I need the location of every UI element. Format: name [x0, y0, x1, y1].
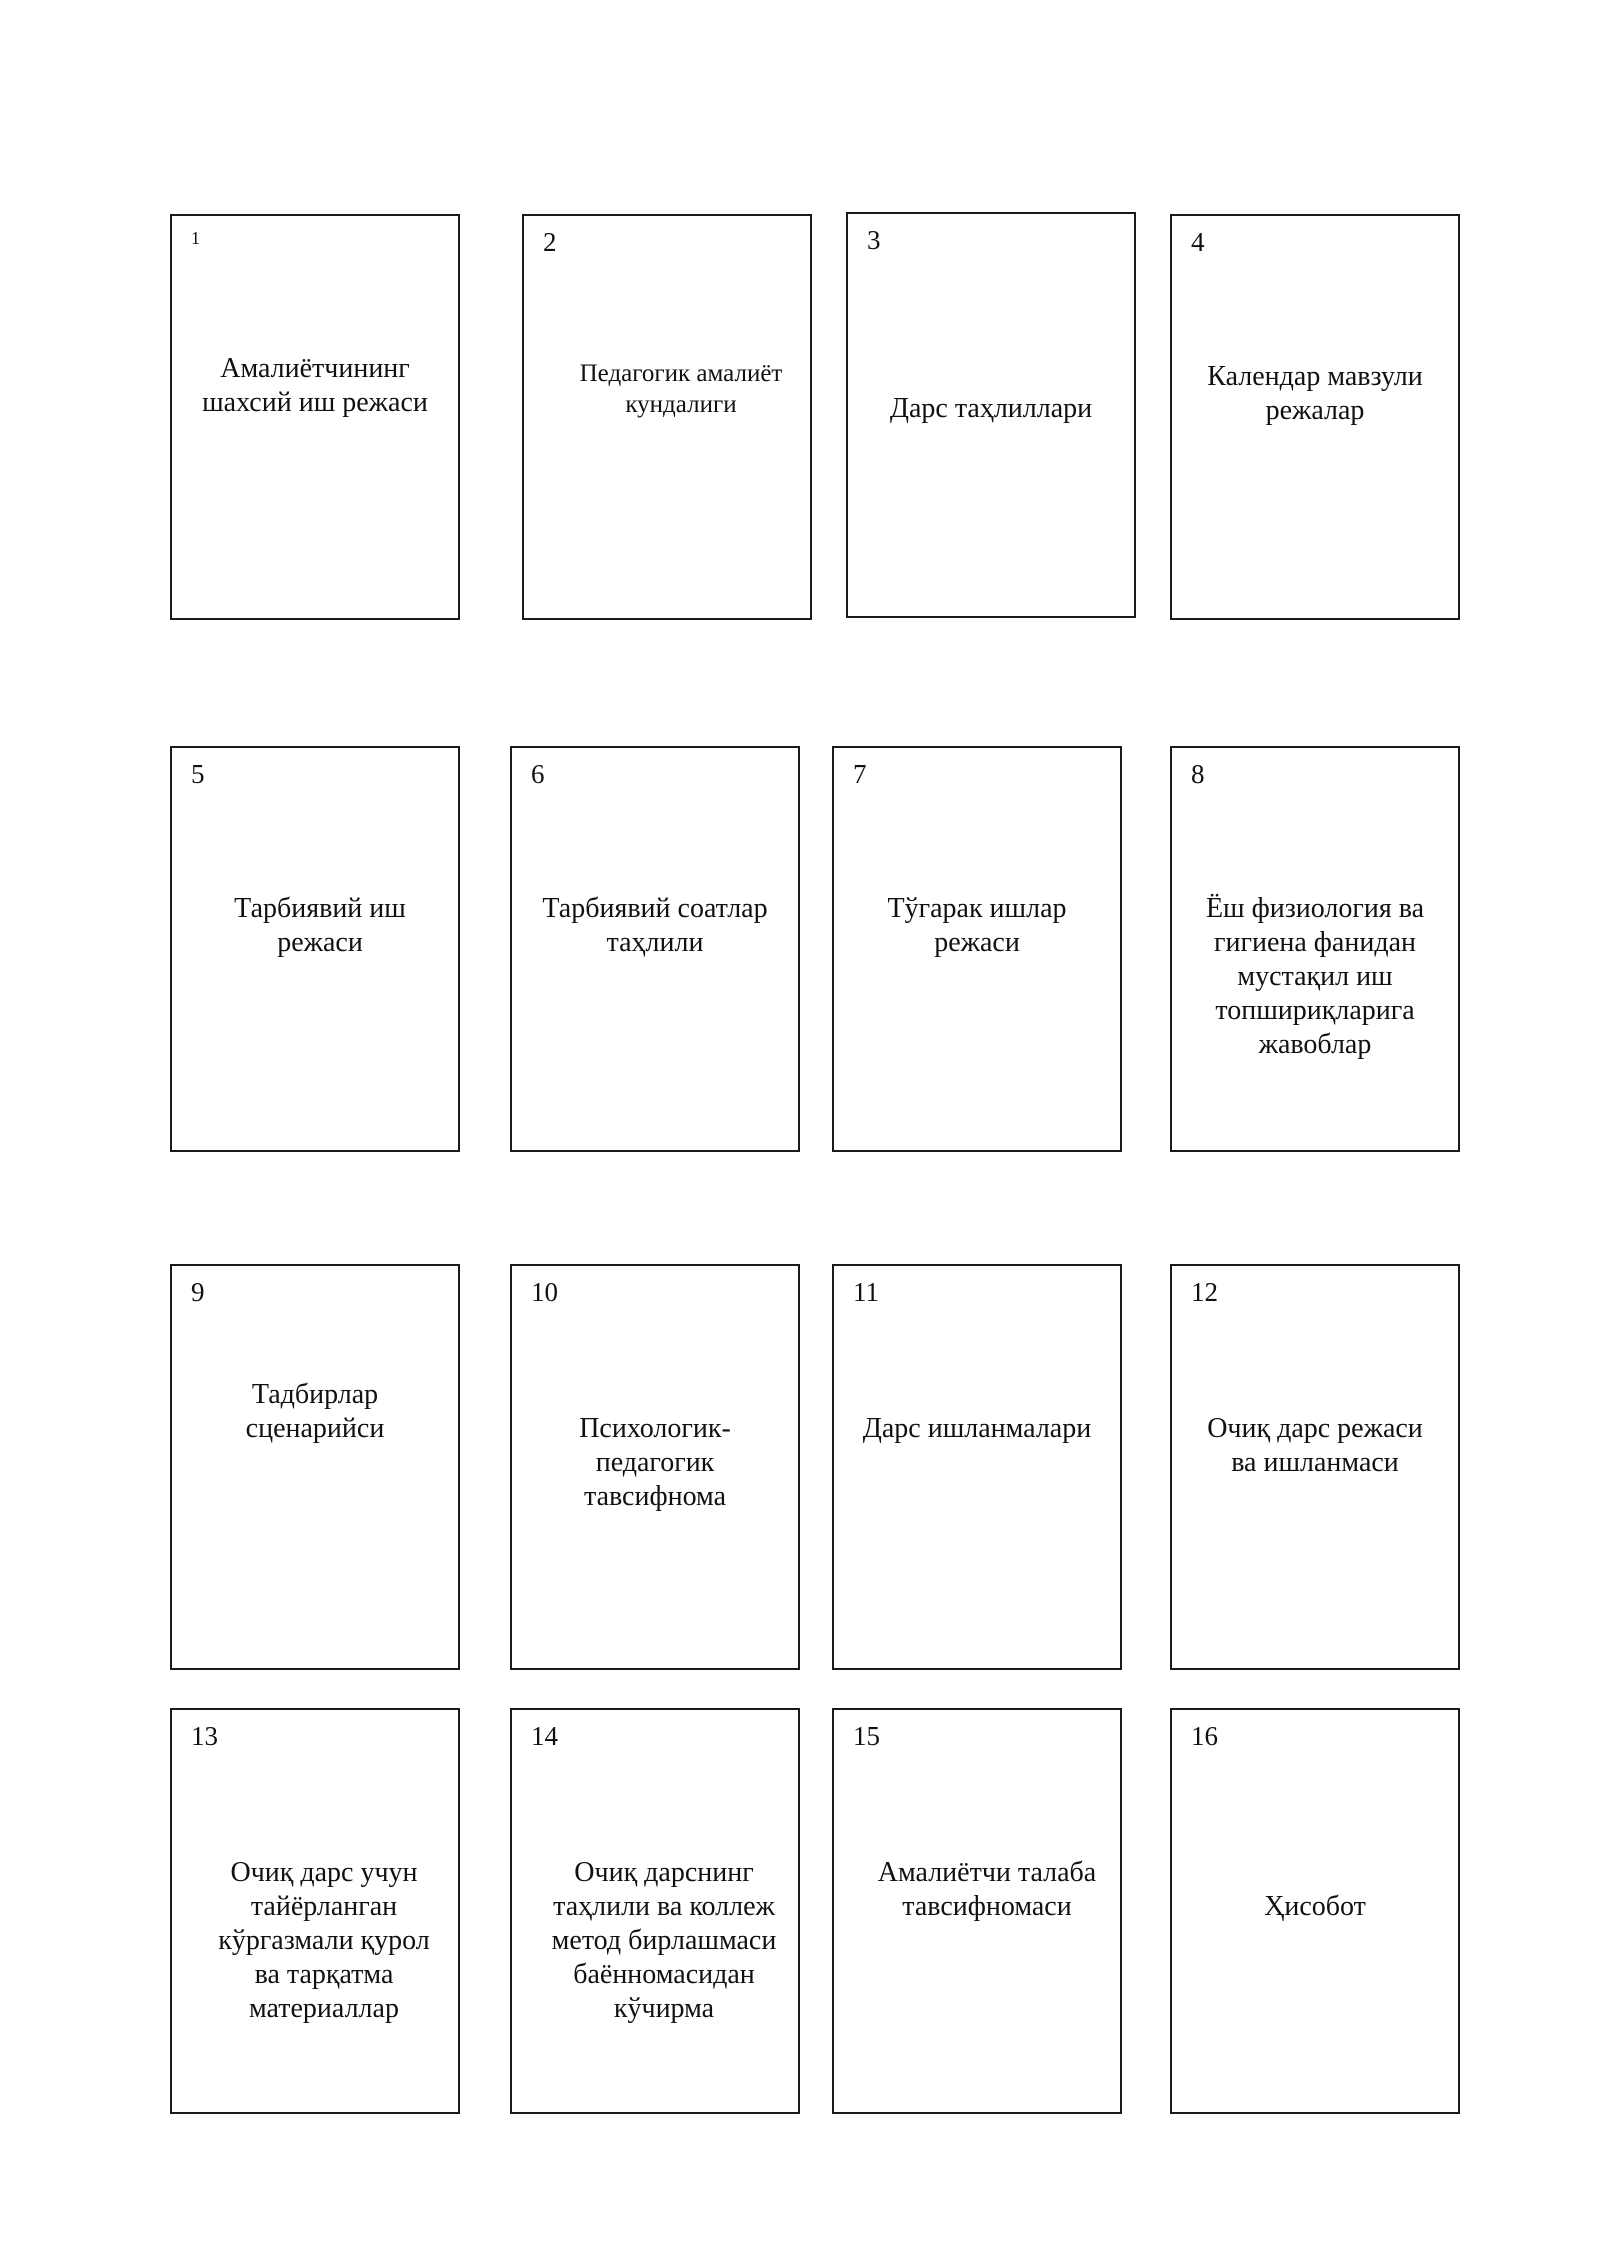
card-number: 16 — [1191, 1721, 1218, 1751]
card-title: Педагогик амалиёт кундалиги — [579, 360, 783, 418]
card-number: 6 — [531, 759, 545, 789]
document-card-11 — [832, 1264, 1122, 1670]
card-number: 13 — [191, 1721, 218, 1751]
card-title: Тарбиявий соатлар таҳлили — [542, 893, 768, 958]
card-title: Тўгарак ишлар режаси — [887, 893, 1067, 958]
document-card-6 — [510, 746, 800, 1152]
card-number: 5 — [191, 759, 205, 789]
card-title: Дарс ишланмалари — [862, 1413, 1092, 1444]
document-card-7 — [832, 746, 1122, 1152]
document-card-15 — [832, 1708, 1122, 2114]
card-number: 12 — [1191, 1277, 1218, 1307]
card-number: 15 — [853, 1721, 880, 1751]
card-number: 10 — [531, 1277, 558, 1307]
card-title: Очиқ дарс учун тайёрланган кўргазмали қурол ва тарқатма материаллар — [218, 1857, 430, 2024]
document-card-12 — [1170, 1264, 1460, 1670]
document-card-16 — [1170, 1708, 1460, 2114]
document-card-1 — [170, 214, 460, 620]
document-card-13 — [170, 1708, 460, 2114]
card-title: Календар мавзули режалар — [1207, 361, 1423, 426]
card-number: 1 — [191, 228, 200, 248]
document-card-5 — [170, 746, 460, 1152]
card-number: 7 — [853, 759, 867, 789]
card-number: 11 — [853, 1277, 879, 1307]
card-title: Амалиётчи талаба тавсифномаси — [877, 1857, 1097, 1922]
document-card-10 — [510, 1264, 800, 1670]
card-title: Ҳисобот — [1264, 1891, 1366, 1922]
document-card-2 — [522, 214, 812, 620]
document-card-4 — [1170, 214, 1460, 620]
card-number: 2 — [543, 227, 557, 257]
card-title: Амалиётчининг шахсий иш режаси — [202, 353, 428, 418]
document-card-9 — [170, 1264, 460, 1670]
card-number: 4 — [1191, 227, 1205, 257]
card-title: Тарбиявий иш режаси — [234, 893, 406, 958]
card-title: Очиқ дарс режаси ва ишланмаси — [1207, 1413, 1423, 1478]
document-card-8 — [1170, 746, 1460, 1152]
document-card-14 — [510, 1708, 800, 2114]
card-number: 8 — [1191, 759, 1205, 789]
document-card-3 — [846, 212, 1136, 618]
card-number: 14 — [531, 1721, 558, 1751]
card-title: Психологик-педагогик тавсифнома — [579, 1413, 731, 1512]
card-title: Дарс таҳлиллари — [889, 393, 1093, 424]
card-number: 9 — [191, 1277, 205, 1307]
card-title: Очиқ дарснинг таҳлили ва коллеж метод бирлашмаси баённомасидан кўчирма — [551, 1857, 777, 2024]
card-title: Ёш физиология ва гигиена фанидан мустақил иш топшириқларига жавоблар — [1205, 893, 1425, 1060]
card-number: 3 — [867, 225, 881, 255]
card-title: Тадбирлар сценарийси — [245, 1379, 385, 1444]
